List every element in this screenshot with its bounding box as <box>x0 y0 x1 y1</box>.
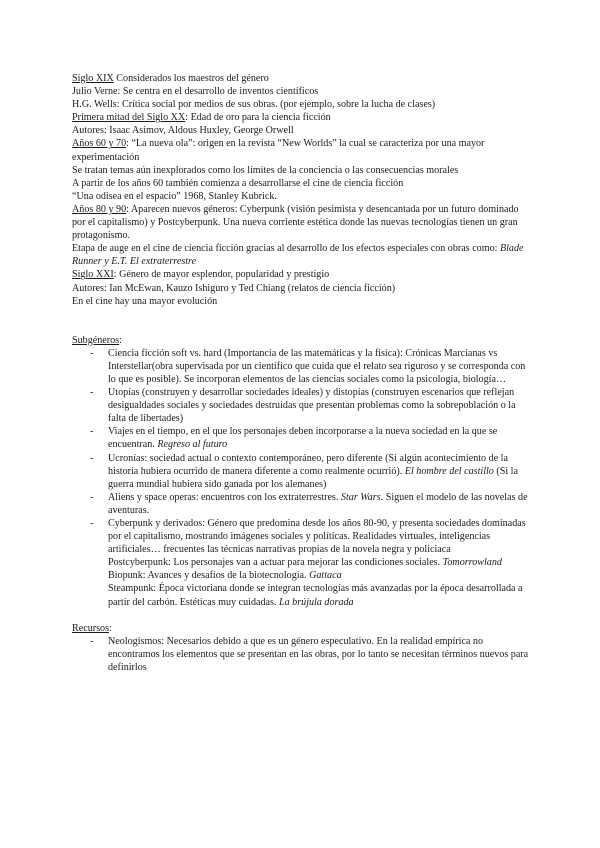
dash-bullet: - <box>90 635 94 647</box>
subgeneros-list <box>72 347 534 557</box>
subitem-title: La brújula dorada <box>278 596 354 608</box>
recursos-heading-line <box>72 622 534 635</box>
item-tail: (Si la guerra mundial hubiera sido ganada por los alemanes) <box>108 465 518 490</box>
subitem-title: Tomorrowland <box>442 557 502 569</box>
item-text: Cyberpunk y derivados: Género que predomina desde los años 80-90, y presenta sociedades dominadas por el capitalismo, mostrando imágenes sociales y políticas. Realidades virtuales, inteligencias artificiales… frecuentes las técnicas narrativas propias de la novela negra y policiaca <box>108 518 526 556</box>
history-authors21: Autores: Ian McEwan, Kauzo Ishiguro y Ted Chiang (relatos de ciencia ficción) <box>72 282 396 294</box>
heading-anos-60-70: Años 60 y 70 <box>72 138 127 150</box>
subitem-steampunk <box>72 582 534 608</box>
dash-bullet: - <box>90 518 94 529</box>
history-cinema60: A partir de los años 60 también comienza a desarrollarse el cine de ciencia ficción <box>72 177 404 189</box>
history-verne: Julio Verne: Se centra en el desarrollo de inventos científicos <box>72 86 319 98</box>
subgeneros-colon: : <box>119 334 122 346</box>
subgeneros-heading-line <box>72 334 534 347</box>
heading-siglo-xix: Siglo XIX <box>72 73 114 84</box>
history-s20-text: : Edad de oro para la ciencia ficción <box>185 112 331 124</box>
item-title: El hombre del castillo <box>404 465 494 477</box>
history-s21-line <box>72 268 534 281</box>
list-item <box>72 425 534 451</box>
list-item <box>72 517 534 556</box>
item-text: Utopías (construyen y desarrollar sociedades ideales) y distopías (construyen escenarios que reflejan desigualdades sociales y sociedades destruidas que presentan problemas como la sobrepoblación o la falta de libertades) <box>108 387 516 425</box>
history-boom-text: Etapa de auge en el cine de ciencia ficción gracias al desarrollo de los efectos especiales con obras como: <box>72 243 500 255</box>
subitem-text: Steampunk: Época victoriana donde se integran tecnologías más avanzadas por la época desarrollada a partir del carbón. Estéticas muy cuidadas. <box>108 583 523 608</box>
subitem-title: Gattaca <box>309 570 342 582</box>
subitem-biopunk <box>72 569 534 582</box>
dash-bullet: - <box>90 426 94 438</box>
recursos-list <box>72 635 534 674</box>
subitem-text: Postcyberpunk: Los personajes van a actuar para mejorar las condiciones sociales. <box>108 557 443 569</box>
history-s19-text: Considerados los maestros del género <box>113 73 269 84</box>
heading-siglo-xx: Primera mitad del Siglo XX <box>72 112 186 124</box>
subitem-text: Biopunk: Avances y desafíos de la biotecnología. <box>108 570 310 582</box>
item-tail: . Siguen el modelo de las novelas de aventuras. <box>108 491 528 516</box>
history-s60-line <box>72 137 534 163</box>
list-item <box>72 635 534 674</box>
history-odyssey: “Una odisea en el espacio” 1968, Stanley Kubrick. <box>72 190 277 202</box>
history-themes: Se tratan temas aún inexplorados como los límites de la conciencia o las consecuencias morales <box>72 164 459 176</box>
dash-bullet: - <box>90 452 94 464</box>
item-text: Ciencia ficción soft vs. hard (Importancia de las matemáticas y la física): Crónicas Marcianas vs Interstellar(obra supervisada por un científico que cuida que el relato sea riguroso y se corresponda con lo que es posible). Se incorporan elementos de las ciencias sociales como la psicología, biología… <box>108 347 526 385</box>
item-text: Viajes en el tiempo, en el que los personajes deben incorporarse a la nueva sociedad en la que se encuentran. <box>108 426 498 451</box>
history-s80-text: : Aparecen nuevos géneros: Cyberpunk (visión pesimista y desencantada por un futuro dominado por el capitalismo) y Postcyberpunk. Una nueva corriente estética donde las nuevas tecnologías tienen un gran protagonismo. <box>72 203 519 242</box>
recursos-heading: Recursos <box>72 622 110 634</box>
subgeneros-heading: Subgéneros <box>72 334 120 346</box>
dash-bullet: - <box>90 347 94 359</box>
history-authors20: Autores: Isaac Asimov, Aldous Huxley, George Orwell <box>72 125 294 137</box>
history-s60-text: : “La nueva ola”: origen en la revista “New Worlds” la cual se caracteriza por una mayor experimentación <box>72 138 485 163</box>
dash-bullet: - <box>90 387 94 399</box>
item-title: Star Wars <box>340 491 381 503</box>
history-s19-line <box>72 72 534 85</box>
history-boom <box>72 242 534 268</box>
dash-bullet: - <box>90 491 94 503</box>
history-cinema21: En el cine hay una mayor evolución <box>72 295 218 307</box>
item-text: Ucronías: sociedad actual o contexto contemporáneo, pero diferente (Si algún acontecimiento de la historia hubiera ocurrido de manera diferente a como realmente ocurrió). <box>108 452 508 477</box>
heading-siglo-xxi: Siglo XXI <box>72 269 114 281</box>
document-page <box>72 72 534 674</box>
history-boom-titles: Blade Runner y E.T. El extraterrestre <box>72 243 524 268</box>
heading-anos-80-90: Años 80 y 90 <box>72 203 127 215</box>
list-item <box>72 491 534 517</box>
subitem-postcyberpunk <box>72 556 534 569</box>
item-text: Aliens y space operas: encuentros con los extraterrestres. <box>108 491 341 503</box>
list-item <box>72 386 534 425</box>
list-item <box>72 452 534 491</box>
item-text: Neologismos: Necesarios debido a que es un género especulativo. En la realidad empírica no encontramos los elementos que se presentan en las obras, por lo tanto se necesitan términos nuevos para definirlos <box>108 635 529 673</box>
recursos-colon: : <box>109 622 112 634</box>
history-s20-line <box>72 111 534 124</box>
item-title: Regreso al futuro <box>157 439 228 451</box>
history-wells: H.G. Wells: Crítica social por medios de sus obras. (por ejemplo, sobre la lucha de clases) <box>72 99 436 111</box>
history-s21-text: : Género de mayor esplendor, popularidad y prestigio <box>113 269 330 281</box>
list-item <box>72 347 534 386</box>
history-s80-line <box>72 203 534 242</box>
